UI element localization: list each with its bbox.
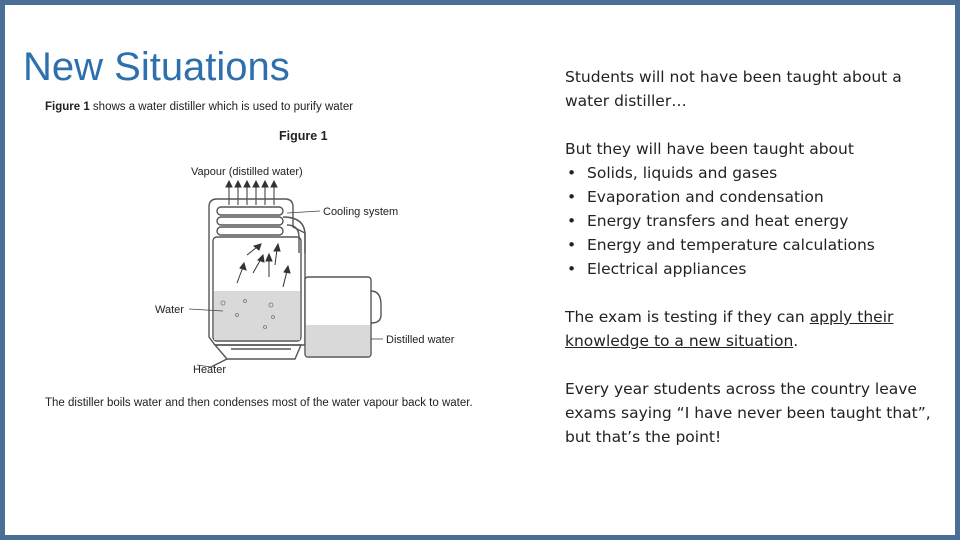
label-vapour: Vapour (distilled water) (191, 166, 303, 178)
label-cooling-system: Cooling system (323, 206, 399, 218)
exam-emphasis: apply their knowledge to a new situation (565, 308, 894, 350)
slide-title: New Situations (23, 45, 290, 89)
exam-paragraph (565, 305, 935, 353)
label-distilled-water: Distilled water (386, 334, 455, 346)
explanation-text (565, 65, 935, 473)
boiling-water (214, 291, 300, 340)
figure-title: Figure 1 (279, 129, 328, 143)
water-distiller-diagram (145, 155, 475, 385)
figure-caption-text: shows a water distiller which is used to purify water (89, 101, 354, 113)
figure-caption-ref: Figure 1 (45, 101, 90, 113)
rising-vapour-arrows (237, 244, 290, 287)
closing-paragraph: Every year students across the country leave exams saying “I have never been taught that”, but that’s the point! (565, 380, 931, 446)
exam-pre: The exam is testing if they can (565, 308, 810, 326)
topic-item: • Electrical appliances (565, 257, 935, 281)
figure-footnote: The distiller boils water and then condenses most of the water vapour back to water. (45, 397, 473, 409)
collecting-jug (305, 277, 381, 357)
topic-item: • Solids, liquids and gases (565, 161, 935, 185)
figure-caption (45, 101, 353, 113)
exam-post: . (793, 332, 799, 350)
label-heater: Heater (193, 364, 227, 376)
taught-lead: But they will have been taught about (565, 140, 854, 158)
label-water: Water (155, 304, 184, 316)
intro-paragraph: Students will not have been taught about a water distiller… (565, 68, 902, 110)
topic-item: • Evaporation and condensation (565, 185, 935, 209)
vapour-arrows (226, 181, 277, 205)
topic-item: • Energy transfers and heat energy (565, 209, 935, 233)
topic-list (565, 161, 935, 281)
topic-item: • Energy and temperature calculations (565, 233, 935, 257)
